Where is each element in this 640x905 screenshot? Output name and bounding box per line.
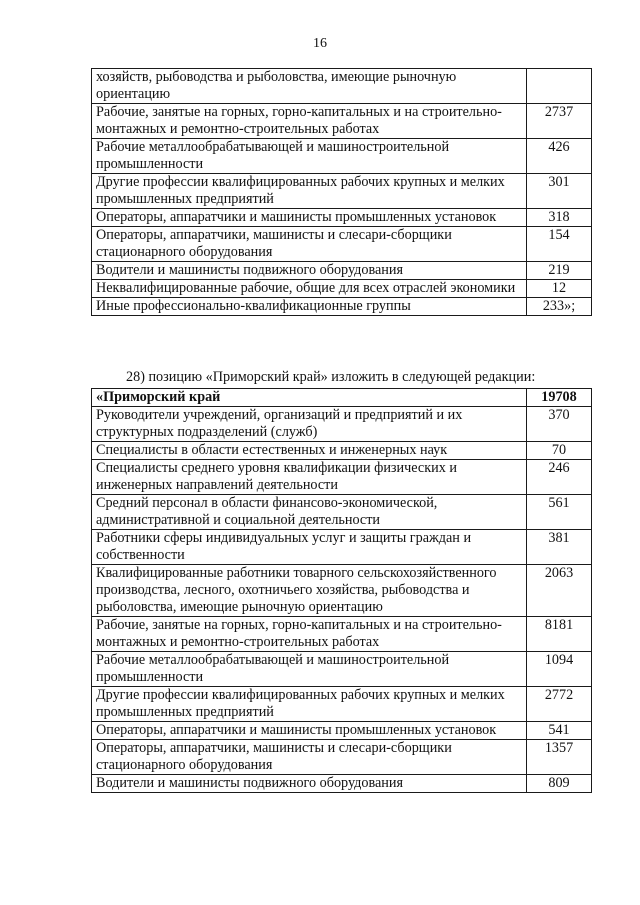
quota-value: 2772 [527,687,592,722]
occupations-table-continued [91,68,592,316]
table-row [92,460,592,495]
table-row [92,775,592,793]
table-row [92,495,592,530]
quota-value: 541 [527,722,592,740]
table-row [92,617,592,652]
occupation-group: Водители и машинисты подвижного оборудования [92,262,527,280]
table-row [92,722,592,740]
quota-value: 1357 [527,740,592,775]
table-row [92,209,592,227]
quota-value: 809 [527,775,592,793]
table-row [92,280,592,298]
table-row [92,298,592,316]
quota-value: 561 [527,495,592,530]
table-row [92,69,592,104]
occupation-group: Операторы, аппаратчики и машинисты промышленных установок [92,722,527,740]
occupation-group: Специалисты среднего уровня квалификации физических и инженерных направлений деятельности [92,460,527,495]
occupation-group: Операторы, аппаратчики, машинисты и слесари-сборщики стационарного оборудования [92,227,527,262]
quota-value: 426 [527,139,592,174]
occupation-group: Другие профессии квалифицированных рабочих крупных и мелких промышленных предприятий [92,174,527,209]
occupation-group: Квалифицированные работники товарного сельскохозяйственного производства, лесного, охотничьего хозяйства, рыбоводства и рыболовства, имеющие рыночную ориентацию [92,565,527,617]
table-row [92,687,592,722]
primorsky-krai-table [91,388,592,793]
occupation-group: Руководители учреждений, организаций и предприятий и их структурных подразделений (служб) [92,407,527,442]
occupation-group: Рабочие, занятые на горных, горно-капитальных и на строительно-монтажных и ремонтно-строительных работах [92,617,527,652]
table-row [92,530,592,565]
region-header-row [92,389,592,407]
occupation-group: Специалисты в области естественных и инженерных наук [92,442,527,460]
quota-value: 2063 [527,565,592,617]
quota-value: 381 [527,530,592,565]
region-total: 19708 [527,389,592,407]
occupation-group: Операторы, аппаратчики и машинисты промышленных установок [92,209,527,227]
table-row [92,565,592,617]
table-row [92,442,592,460]
occupation-group: Работники сферы индивидуальных услуг и защиты граждан и собственности [92,530,527,565]
region-name: «Приморский край [92,389,527,407]
quota-value [527,69,592,104]
occupation-group: хозяйств, рыбоводства и рыболовства, имеющие рыночную ориентацию [92,69,527,104]
amendment-clause: 28) позицию «Приморский край» изложить в следующей редакции: [126,369,536,385]
table-row [92,104,592,139]
table-row [92,227,592,262]
occupation-group: Рабочие металлообрабатывающей и машиностроительной промышленности [92,139,527,174]
occupation-group: Операторы, аппаратчики, машинисты и слесари-сборщики стационарного оборудования [92,740,527,775]
table-row [92,139,592,174]
quota-value: 219 [527,262,592,280]
occupation-group: Рабочие, занятые на горных, горно-капитальных и на строительно-монтажных и ремонтно-строительных работах [92,104,527,139]
table-row [92,740,592,775]
table-row [92,174,592,209]
occupation-group: Рабочие металлообрабатывающей и машиностроительной промышленности [92,652,527,687]
occupation-group: Другие профессии квалифицированных рабочих крупных и мелких промышленных предприятий [92,687,527,722]
quota-value: 246 [527,460,592,495]
quota-value: 233»; [527,298,592,316]
quota-value: 1094 [527,652,592,687]
table-row [92,652,592,687]
quota-value: 2737 [527,104,592,139]
quota-value: 154 [527,227,592,262]
occupation-group: Иные профессионально-квалификационные группы [92,298,527,316]
occupation-group: Водители и машинисты подвижного оборудования [92,775,527,793]
table-row [92,262,592,280]
quota-value: 370 [527,407,592,442]
quota-value: 70 [527,442,592,460]
page-number: 16 [313,36,327,51]
quota-value: 12 [527,280,592,298]
occupation-group: Неквалифицированные рабочие, общие для всех отраслей экономики [92,280,527,298]
quota-value: 318 [527,209,592,227]
quota-value: 301 [527,174,592,209]
occupation-group: Средний персонал в области финансово-экономической, административной и социальной деятельности [92,495,527,530]
quota-value: 8181 [527,617,592,652]
table-row [92,407,592,442]
